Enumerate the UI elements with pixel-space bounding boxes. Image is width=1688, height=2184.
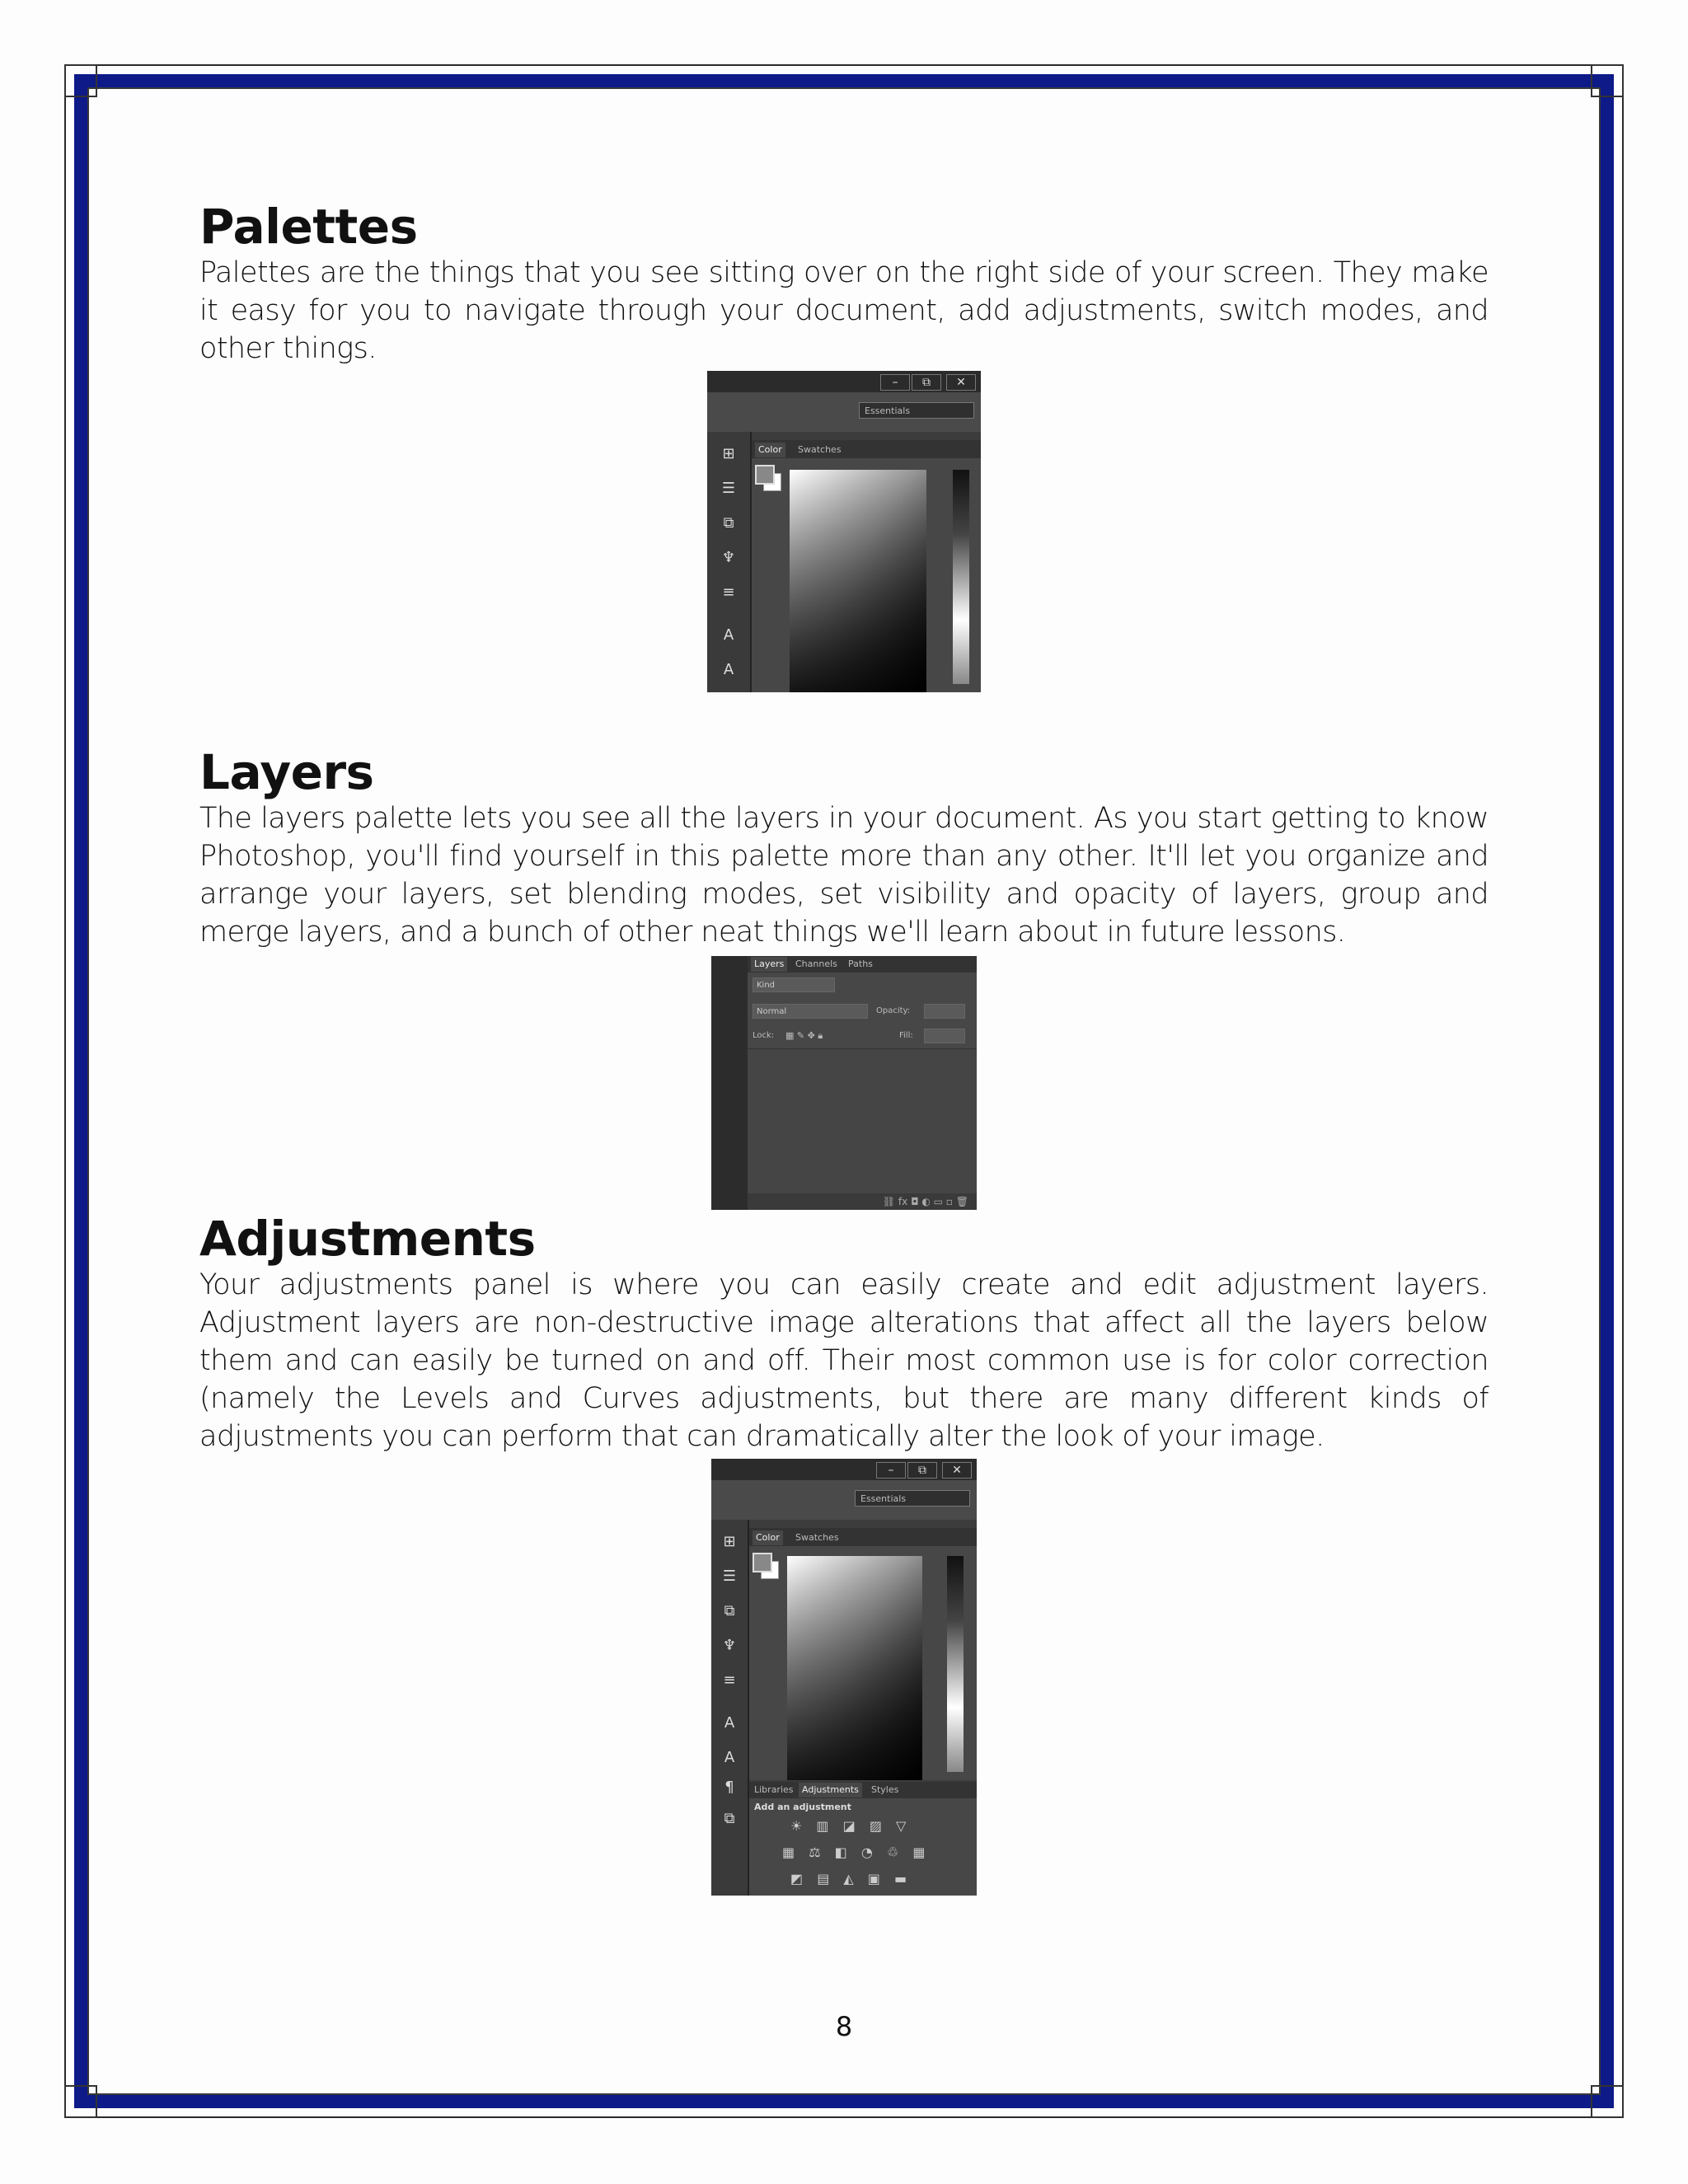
character-icon: A bbox=[723, 626, 734, 644]
layers-panel bbox=[748, 956, 977, 1210]
clone-source-icon: ⧉ bbox=[724, 1602, 735, 1619]
section-body-layers: The layers palette lets you see all the layers in your document. As you start getting to know Photoshop, you'll find yourself in this palette more than any other. It'll let you organize and arrange your layers, set blending modes, set visibility and opacity of layers, group and merge layers, and a bunch of other neat things we'll learn about in future lessons. bbox=[199, 802, 1489, 949]
layers-list bbox=[748, 1048, 977, 1193]
history-icon: ⊞ bbox=[723, 1533, 736, 1550]
add-adjustment-label: Add an adjustment bbox=[754, 1802, 851, 1812]
filter-kind-select: Kind bbox=[753, 977, 835, 992]
panel-tabs bbox=[752, 440, 981, 458]
color-field bbox=[787, 1556, 922, 1780]
border-corner bbox=[1591, 64, 1624, 97]
panel-icon-strip bbox=[707, 432, 752, 692]
foreground-swatch bbox=[755, 465, 775, 485]
lock-label: Lock: bbox=[753, 1031, 775, 1040]
close-icon: ✕ bbox=[942, 1462, 972, 1479]
tab-color: Color bbox=[753, 1530, 783, 1545]
options-bar bbox=[707, 392, 981, 432]
blend-mode-select: Normal bbox=[753, 1004, 868, 1019]
panel-tabs bbox=[749, 1782, 977, 1798]
tab-color: Color bbox=[755, 443, 785, 457]
tab-styles: Styles bbox=[871, 1784, 899, 1795]
close-icon: ✕ bbox=[946, 374, 976, 391]
fill-field bbox=[924, 1029, 965, 1043]
paragraph-styles-icon: A bbox=[724, 1749, 735, 1766]
adjustment-icons-row-2: ▦ ⚖ ◧ ◔ ♲ ▦ bbox=[782, 1844, 931, 1860]
fill-label: Fill: bbox=[899, 1031, 913, 1040]
lock-row bbox=[751, 1027, 973, 1045]
filter-row bbox=[751, 976, 973, 994]
brush-presets-icon: ≡ bbox=[722, 583, 735, 601]
minimize-icon: – bbox=[880, 374, 910, 391]
section-heading-palettes: Palettes bbox=[199, 199, 418, 255]
section-heading-adjustments: Adjustments bbox=[199, 1211, 536, 1267]
workspace-select: Essentials bbox=[859, 402, 974, 419]
layer-comps-icon: ⧉ bbox=[724, 1810, 735, 1827]
adjustments-panel bbox=[749, 1782, 977, 1896]
tab-swatches: Swatches bbox=[798, 444, 842, 455]
tab-channels: Channels bbox=[795, 958, 837, 969]
panel-tabs bbox=[749, 1528, 977, 1546]
panel-tabs bbox=[748, 956, 977, 972]
tab-swatches: Swatches bbox=[795, 1532, 839, 1543]
tab-adjustments: Adjustments bbox=[799, 1783, 862, 1797]
color-panel bbox=[752, 440, 981, 692]
brush-icon: ♆ bbox=[721, 549, 736, 566]
properties-icon: ☰ bbox=[721, 480, 736, 497]
palettes-screenshot bbox=[707, 371, 981, 692]
border-corner bbox=[64, 2085, 97, 2118]
page-content bbox=[199, 199, 1489, 1896]
opacity-field bbox=[924, 1004, 965, 1019]
lock-icons: ▦ ✎ ✥ 🔒︎ bbox=[785, 1030, 823, 1041]
options-bar bbox=[711, 1480, 977, 1520]
adjustment-icons-row-1: ☀ ▥ ◪ ▨ ▽ bbox=[790, 1818, 912, 1834]
brush-presets-icon: ≡ bbox=[723, 1671, 736, 1689]
window-titlebar bbox=[707, 371, 981, 392]
section-body-adjustments: Your adjustments panel is where you can easily create and edit adjustment layers. Adjustment layers are non-destructive image alterations that affect all the layers below them and can easily be turned on and off. Their most common use is for color correction (namely the Levels and Curves adjustments, but there are many different kinds of adjustments you can perform that can dramatically alter the look of your image. bbox=[199, 1268, 1489, 1453]
adjustments-screenshot bbox=[711, 1459, 977, 1896]
character-icon: A bbox=[724, 1714, 735, 1732]
panel-icon-strip bbox=[711, 1520, 749, 1896]
layers-footer-icons: ⛓ fx ◘ ◐ ▭ ▫ 🗑︎ bbox=[748, 1193, 977, 1210]
border-corner bbox=[1591, 2085, 1624, 2118]
clone-source-icon: ⧉ bbox=[723, 514, 734, 532]
window-titlebar bbox=[711, 1459, 977, 1480]
adjustment-icons-row-3: ◩ ▤ ◭ ▣ ▬ bbox=[790, 1871, 912, 1886]
color-field bbox=[790, 470, 926, 692]
brush-icon: ♆ bbox=[722, 1637, 737, 1654]
color-slider bbox=[947, 1556, 964, 1772]
properties-icon: ☰ bbox=[722, 1568, 737, 1585]
opacity-label: Opacity: bbox=[876, 1006, 911, 1015]
section-body-palettes: Palettes are the things that you see sitting over on the right side of your screen. They make it easy for you to navigate through your document, add adjustments, switch modes, and other things. bbox=[199, 256, 1489, 365]
foreground-swatch bbox=[753, 1553, 772, 1572]
color-panel bbox=[749, 1528, 977, 1780]
page-number: 8 bbox=[835, 2011, 853, 2042]
border-corner bbox=[64, 64, 97, 97]
paragraph-styles-icon: A bbox=[723, 661, 734, 678]
restore-icon: ⧉ bbox=[912, 374, 941, 391]
tab-paths: Paths bbox=[848, 958, 873, 969]
section-heading-layers: Layers bbox=[199, 744, 374, 800]
tab-libraries: Libraries bbox=[754, 1784, 794, 1795]
minimize-icon: – bbox=[876, 1462, 906, 1479]
blend-row bbox=[751, 1002, 973, 1020]
paragraph-icon: ¶ bbox=[724, 1779, 734, 1796]
color-slider bbox=[953, 470, 969, 684]
history-icon: ⊞ bbox=[722, 445, 735, 462]
workspace-select: Essentials bbox=[855, 1490, 970, 1507]
restore-icon: ⧉ bbox=[907, 1462, 937, 1479]
layers-screenshot bbox=[711, 956, 977, 1210]
tab-layers: Layers bbox=[751, 957, 787, 972]
